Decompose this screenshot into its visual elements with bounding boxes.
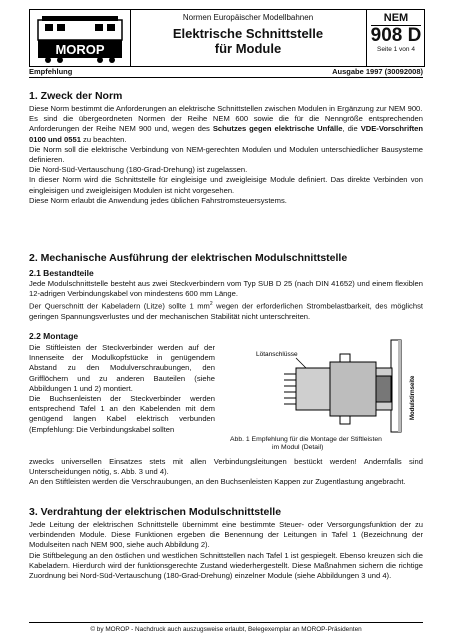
section-3-body	[29, 520, 423, 581]
doc-title-line2: für Module	[214, 41, 282, 56]
logo-text: MOROP	[55, 42, 105, 57]
footer-text: © by MOROP - Nachdruck auch auszugsweise erlaubt, Belegexemplar an MOROP-Präsidenten	[90, 626, 362, 633]
paragraph: An den Stiftleisten werden die Verschraubungen, an den Buchsenleisten Kappen zur Zugentlastung angebracht.	[29, 477, 406, 487]
nem-number: 908 D	[370, 25, 422, 46]
connector-mounting-diagram	[226, 336, 424, 434]
paragraph: Diese Norm erlaubt die Anwendung jedes üblichen Fahrstromsteuersystems.	[29, 195, 287, 205]
paragraph: Die Stiftleisten der Steckverbinder werden auf der Innenseite der Modulkopfstücke in genügendem Abstand zu den Modulverschraubungen, den Grifflöchern und zu anderen Bauteilen (siehe Abbildungen 1 und 2) montiert.	[29, 343, 215, 393]
morop-logo	[30, 10, 131, 66]
paragraph: Jede Leitung der elektrischen Schnittstelle übernimmt eine bestimmte Steuer- oder Versorgungsfunktion der zu verbindenden Module. Diese Funktionen ergeben die Benennung der Leitungen in Tafel 1 (Bezeichnung der Modulseiten nach NEM 900, siehe auch Abbildung 2).	[29, 520, 423, 550]
paragraph: Es sind die übergeordneten Normen der Reihe NEM 600 sowie die für die Nenngröße entsprechenden Anforderungen der Reihe NEM 900 und, wegen des Schutzes gegen elektrische Unfälle, die VDE-Vorschriften 0100 und 0551 zu beachten.	[29, 114, 423, 144]
nem-label: NEM	[383, 12, 409, 24]
section-2-heading: 2. Mechanische Ausführung der elektrischen Modulschnittstelle	[29, 252, 348, 264]
status-label: Empfehlung	[29, 67, 73, 76]
paragraph: Jede Modulschnittstelle besteht aus zwei Steckverbindern vom Typ SUB D 25 (nach DIN 41652) und einem flexiblen 12-adrigen Verbindungskabel von mindestens 600 mm Länge.	[29, 279, 423, 299]
section-3-heading: 3. Verdrahtung der elektrischen Modulschnittstelle	[29, 506, 282, 518]
paragraph: Die Stiftbelegung an den östlichen und westlichen Schnittstellen nach Tafel 1 ist gespiegelt. Ebenso kreuzen sich die Kabeladern. Hierdurch wird der funktionsgerechte Zustand wiederhergestellt. Diese Maßnahmen sichern die richtige Zuordnung bei Nord-Süd-Vertauschung (180-Grad-Drehung) einzelner Module (siehe Abbildungen 3 und 4).	[29, 550, 423, 581]
section-2-1-heading: 2.1 Bestandteile	[29, 268, 94, 278]
section-2-2-left-column	[29, 343, 215, 435]
section-1-heading: 1. Zweck der Norm	[29, 90, 123, 102]
page-info: Seite 1 von 4	[377, 46, 415, 53]
footer-divider	[29, 622, 423, 623]
header-box	[29, 9, 425, 67]
paragraph: Diese Norm bestimmt die Anforderungen an elektrische Schnittstellen zwischen Modulen in Ergänzung zur NEM 900.	[29, 104, 423, 113]
paragraph: zwecks universellen Einsatzes stets mit allen Verbindungsleitungen bestückt werden! Andernfalls sind Unterscheidungen nötig, s. Abb. 3 und 4).	[29, 457, 423, 477]
org-name: Normen Europäischer Modellbahnen	[182, 13, 314, 22]
paragraph: Die Norm soll die elektrische Verbindung von NEM-gerechten Modulen und Modulen unterschiedlicher Bausysteme definieren.	[29, 144, 423, 165]
section-1-body	[29, 104, 423, 206]
section-2-2-continued	[29, 457, 423, 488]
header-divider	[29, 77, 423, 78]
figure-1-caption: Abb. 1 Empfehlung für die Montage der Stiftleisten im Modul (Detail)	[230, 436, 382, 451]
doc-title-line1: Elektrische Schnittstelle	[172, 26, 324, 41]
paragraph: Die Nord-Süd-Vertauschung (180-Grad-Drehung) ist zugelassen.	[29, 165, 248, 175]
solder-terminals-label: Lötanschlüsse	[256, 351, 298, 358]
section-2-2-heading: 2.2 Montage	[29, 331, 79, 341]
module-front-label: Modulstirnseite	[410, 375, 416, 420]
paragraph: In dieser Norm wird die Schnittstelle für eingleisige und zweigleisige Module definiert. Das direkte Verbinden von eingleisigen und zweigleisigen Modulen ist nicht vorgesehen.	[29, 175, 423, 195]
section-2-1-body	[29, 279, 423, 322]
edition-label: Ausgabe 1997 (30092008)	[332, 67, 423, 76]
paragraph: Die Buchsenleisten der Steckverbinder werden entsprechend Tafel 1 an den Kabelenden mit dem genügend langen Kabel elektrisch verbunden (Empfehlung: Die Verbindungskabel sollten	[29, 394, 215, 434]
figure-1	[226, 336, 424, 456]
paragraph: Der Querschnitt der Kabeladern (Litze) sollte 1 $mm^2$ wegen der erforderlichen Strombelastbarkeit, des möglichst geringen Spannungsverlustes und der mechanischen Stabilität nicht unterschreiten.	[29, 301, 423, 322]
